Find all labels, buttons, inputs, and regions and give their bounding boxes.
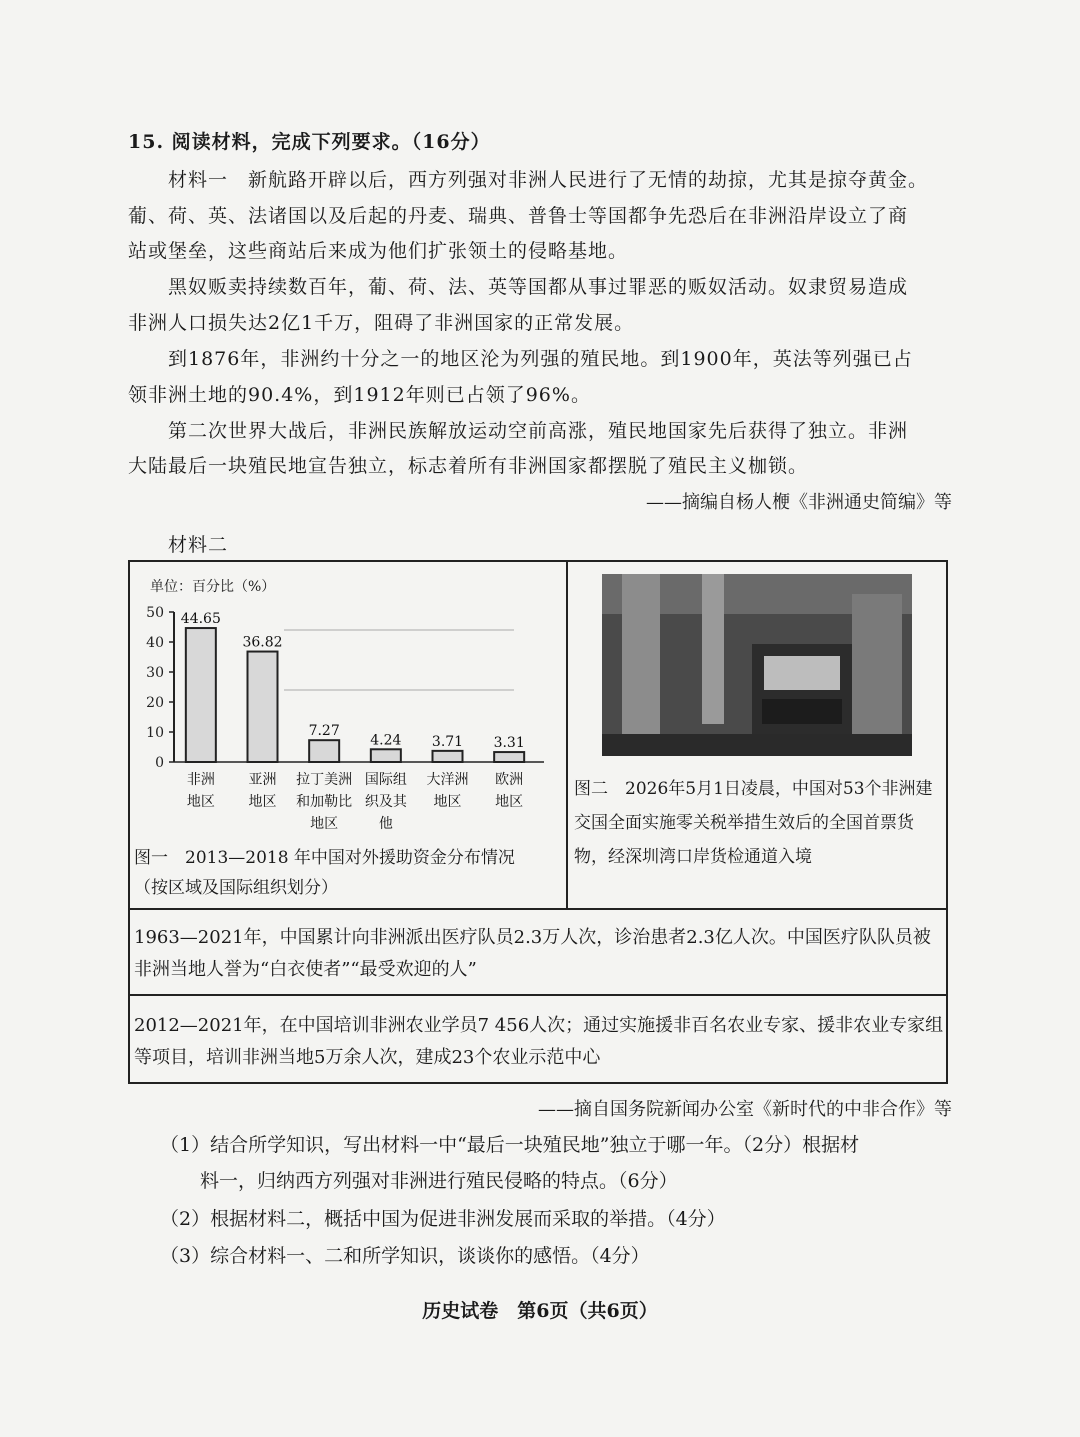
agriculture-text: 2012—2021年，在中国培训非洲农业学员7 456人次；通过实施援非百名农业专家、援非农业专家组等项目，培训非洲当地5万余人次，建成23个农业示范中心 (134, 1015, 944, 1068)
question-3: （3）综合材料一、二和所学知识，谈谈你的感悟。（4分） (160, 1245, 650, 1267)
x-category-label: 大洋洲 (426, 772, 469, 788)
cargo-truck-photo (602, 574, 912, 756)
chart-caption-sub: （按区域及国际组织划分） (134, 878, 338, 898)
x-category-label: 非洲 (186, 772, 215, 788)
material1-source: ——摘编自杨人楩《非洲通史简编》等 (646, 492, 952, 513)
bar (248, 652, 278, 762)
bar (309, 740, 339, 762)
x-category-label: 亚洲 (248, 772, 277, 788)
x-category-label: 他 (378, 816, 393, 832)
bar (494, 752, 524, 762)
material2-label: 材料二 (168, 534, 229, 556)
question-1-cont: 料一，归纳西方列强对非洲进行殖民侵略的特点。（6分） (200, 1170, 678, 1192)
material1-line: 第二次世界大战后，非洲民族解放运动空前高涨，殖民地国家先后获得了独立。非洲 (168, 420, 909, 442)
material2-source: ——摘自国务院新闻办公室《新时代的中非合作》等 (538, 1099, 952, 1120)
chart-unit-label: 单位：百分比（%） (150, 579, 276, 595)
x-category-label: 地区 (310, 816, 339, 832)
x-category-label: 欧洲 (495, 772, 524, 788)
material1-line: 非洲人口损失达2亿1千万，阻碍了非洲国家的正常发展。 (128, 312, 635, 334)
bar-value-label: 7.27 (308, 723, 340, 740)
medical-team-text: 1963—2021年，中国累计向非洲派出医疗队员2.3万人次，诊治患者2.3亿人次。中国医疗队队员被非洲当地人誉为“白衣使者”“最受欢迎的人” (134, 927, 931, 980)
material1-line: 葡、荷、英、法诸国以及后起的丹麦、瑞典、普鲁士等国都争先恐后在非洲沿岸设立了商 (128, 205, 909, 227)
material1-line: 大陆最后一块殖民地宣告独立，标志着所有非洲国家都摆脱了殖民主义枷锁。 (128, 455, 809, 477)
y-tick-label: 10 (146, 725, 164, 741)
bar (186, 628, 216, 762)
x-category-label: 织及其 (364, 794, 407, 810)
material1-line: 黑奴贩卖持续数百年，葡、荷、法、英等国都从事过罪恶的贩奴活动。奴隶贸易造成 (168, 276, 909, 298)
x-category-label: 地区 (186, 794, 215, 810)
x-category-label: 国际组 (364, 772, 407, 788)
material1-line: 站或堡垒，这些商站后来成为他们扩张领土的侵略基地。 (128, 240, 629, 262)
bar (433, 751, 463, 762)
bar-value-label: 44.65 (180, 611, 221, 628)
bar (371, 749, 401, 762)
y-tick-label: 30 (146, 665, 164, 681)
bar-value-label: 3.71 (431, 733, 464, 750)
material1-line: 材料一 新航路开辟以后，西方列强对非洲人民进行了无情的劫掠，尤其是掠夺黄金。 (168, 169, 929, 191)
bar-chart (132, 570, 552, 840)
material1-line: 领非洲土地的90.4%，到1912年则已占领了96%。 (128, 384, 591, 406)
question-1: （1）结合所学知识，写出材料一中“最后一块殖民地”独立于哪一年。（2分）根据材 (160, 1134, 860, 1156)
question-title: 15. 阅读材料，完成下列要求。（16分） (128, 131, 491, 153)
photo-caption: 图二 2026年5月1日凌晨，中国对53个非洲建交国全面实施零关税举措生效后的全国首票货物，经深圳湾口岸货检通道入境 (574, 779, 933, 867)
x-category-label: 地区 (248, 794, 277, 810)
x-category-label: 和加勒比 (296, 794, 353, 810)
bar-value-label: 36.82 (242, 634, 283, 651)
y-tick-label: 0 (155, 755, 164, 771)
y-tick-label: 20 (146, 695, 164, 711)
chart-caption: 图一 2013—2018 年中国对外援助资金分布情况 (134, 848, 515, 868)
question-2: （2）根据材料二，概括中国为促进非洲发展而采取的举措。（4分） (160, 1208, 726, 1230)
material1-line: 到1876年，非洲约十分之一的地区沦为列强的殖民地。到1900年，英法等列强已占 (168, 348, 913, 370)
x-category-label: 地区 (433, 794, 462, 810)
y-tick-label: 50 (146, 605, 164, 621)
bar-value-label: 4.24 (370, 732, 402, 749)
x-category-label: 拉丁美洲 (296, 772, 353, 788)
bar-value-label: 3.31 (493, 735, 525, 752)
truck-image (602, 574, 912, 756)
x-category-label: 地区 (495, 794, 524, 810)
page-footer: 历史试卷 第6页（共6页） (422, 1300, 658, 1322)
y-tick-label: 40 (146, 635, 164, 651)
